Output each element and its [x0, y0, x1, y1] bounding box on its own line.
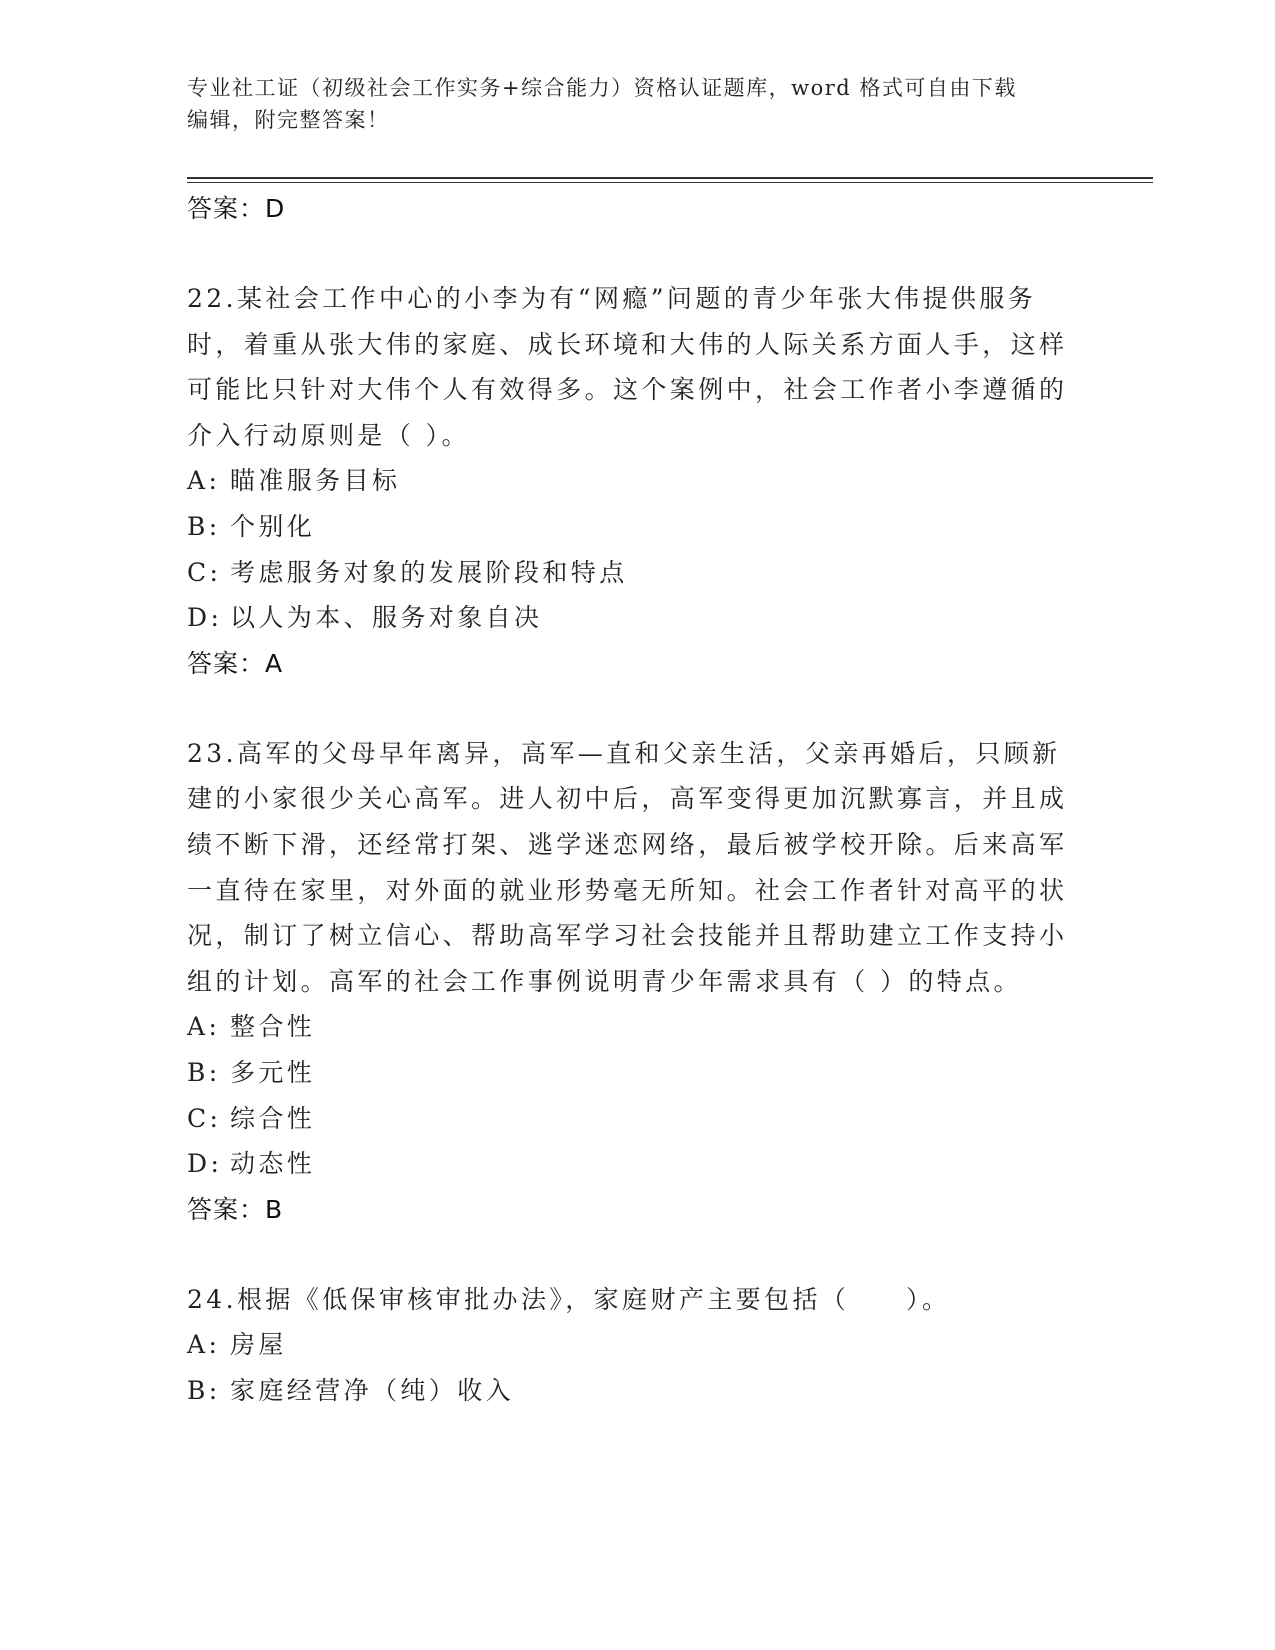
option-c — [187, 1096, 1087, 1142]
question-text: 22.某社会工作中心的小李为有“网瘾”问题的青少年张大伟提供服务时，着重从张大伟的家庭、成长环境和大伟的人际关系方面人手，这样可能比只针对大伟个人有效得多。这个案例中，社会工作者小李遵循的介入行动原则是（ ）。 — [187, 284, 1068, 450]
header-line-2: 编辑，附完整答案！ — [187, 108, 390, 132]
option-letter: B: — [187, 1057, 221, 1087]
document-body — [187, 186, 1087, 1413]
option-a — [187, 1322, 1087, 1368]
spacer — [187, 687, 1087, 731]
option-text: 综合性 — [230, 1103, 316, 1133]
option-letter: A: — [187, 466, 221, 496]
answer-value: D — [265, 194, 286, 223]
answer-value: A — [265, 648, 284, 678]
option-text: 个别化 — [230, 511, 316, 541]
option-d — [187, 595, 1087, 641]
option-text: 动态性 — [230, 1149, 316, 1179]
option-letter: B: — [187, 511, 221, 541]
option-letter: A: — [187, 1012, 221, 1042]
option-text: 家庭经营净（纯）收入 — [230, 1375, 515, 1405]
option-d — [187, 1141, 1087, 1187]
option-letter: A: — [187, 1330, 221, 1360]
option-letter: D: — [187, 1149, 223, 1179]
option-b — [187, 504, 1087, 550]
option-text: 考虑服务对象的发展阶段和特点 — [230, 557, 628, 587]
option-text: 以人为本、服务对象自决 — [230, 603, 543, 633]
question-block — [187, 276, 1087, 687]
option-letter: D: — [187, 603, 223, 633]
option-text: 整合性 — [230, 1012, 316, 1042]
question-text: 23.高军的父母早年离异，高军—直和父亲生活，父亲再婚后，只顾新建的小家很少关心高军。进人初中后，高军变得更加沉默寡言，并且成绩不断下滑，还经常打架、逃学迷恋网络，最后被学校开除。后来高军一直待在家里，对外面的就业形势毫无所知。社会工作者针对高平的状况，制订了树立信心、帮助高军学习社会技能并且帮助建立工作支持小组的计划。高军的社会工作事例说明青少年需求具有（ ）的特点。 — [187, 738, 1068, 996]
answer-label: 答案： — [187, 194, 266, 223]
spacer — [187, 1233, 1087, 1277]
option-c — [187, 550, 1087, 596]
option-a — [187, 1004, 1087, 1050]
header-divider-thick — [187, 177, 1153, 179]
answer-line — [187, 641, 1087, 687]
question-block — [187, 731, 1087, 1233]
option-letter: C: — [187, 557, 222, 587]
spacer — [187, 232, 1087, 276]
answer-line — [187, 186, 1087, 232]
header-divider-thin — [187, 182, 1153, 183]
option-text: 瞄准服务目标 — [230, 466, 401, 496]
answer-value: B — [265, 1194, 284, 1224]
answer-label: 答案： — [187, 1194, 266, 1224]
option-a — [187, 458, 1087, 504]
question-block — [187, 1277, 1087, 1414]
page-header — [187, 72, 1087, 136]
option-b — [187, 1368, 1087, 1414]
answer-label: 答案： — [187, 648, 266, 678]
header-line-1: 专业社工证（初级社会工作实务+综合能力）资格认证题库，word 格式可自由下载 — [187, 76, 1017, 100]
option-b — [187, 1050, 1087, 1096]
answer-line — [187, 1187, 1087, 1233]
option-text: 多元性 — [230, 1057, 316, 1087]
option-letter: C: — [187, 1103, 222, 1133]
question-text: 24.根据《低保审核审批办法》，家庭财产主要包括（ ）。 — [187, 1284, 951, 1314]
option-letter: B: — [187, 1375, 221, 1405]
option-text: 房屋 — [230, 1330, 287, 1360]
